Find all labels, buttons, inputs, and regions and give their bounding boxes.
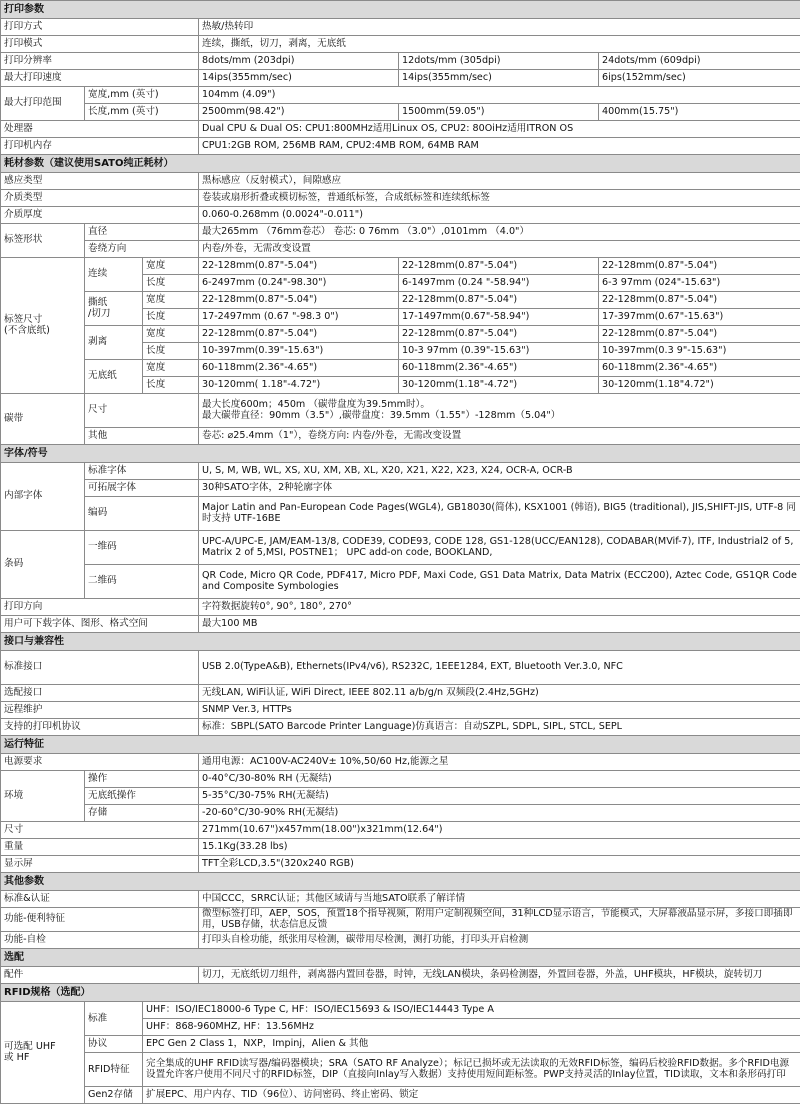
table-cell: 打印机内存 <box>1 138 199 155</box>
table-cell: 标准接口 <box>1 651 199 685</box>
table-cell: 字符数据旋转0°, 90°, 180°, 270° <box>199 599 800 616</box>
table-cell: 2500mm(98.42") <box>199 104 399 121</box>
table-cell: 用户可下载字体、图形、格式空间 <box>1 616 199 633</box>
table-row <box>1 497 800 531</box>
table-cell: 104mm (4.09") <box>199 87 800 104</box>
table-row <box>1 1087 800 1104</box>
table-cell: 切刀，无底纸切刀组件，剥离器内置回卷器，时钟，无线LAN模块，条码检测器，外置回卷器，外盖，UHF模块，HF模块，旋转切刀 <box>199 967 800 984</box>
table-row <box>1 754 800 771</box>
table-cell: 编码 <box>85 497 199 531</box>
table-cell: 重量 <box>1 839 199 856</box>
table-cell: QR Code, Micro QR Code, PDF417, Micro PDF, Maxi Code, GS1 Data Matrix, Data Matrix (ECC200), Aztec Code, GS1QR Code and Composite Symbologies <box>199 565 800 599</box>
table-cell: 显示屏 <box>1 856 199 873</box>
table-cell: 尺寸 <box>85 394 199 428</box>
table-cell: 10-3 97mm (0.39"-15.63") <box>399 343 599 360</box>
table-cell: 12dots/mm (305dpi) <box>399 53 599 70</box>
table-cell: 打印方式 <box>1 19 199 36</box>
table-cell: 22-128mm(0.87"-5.04") <box>599 292 800 309</box>
table-cell: CPU1:2GB ROM, 256MB RAM, CPU2:4MB ROM, 64MB RAM <box>199 138 800 155</box>
table-cell: 60-118mm(2.36"-4.65") <box>599 360 800 377</box>
table-cell: 环境 <box>1 771 85 822</box>
table-cell: 打印头自检功能，纸张用尽检测，碳带用尽检测，测打功能，打印头开启检测 <box>199 932 800 949</box>
table-cell: 宽度 <box>143 258 199 275</box>
table-cell: 标签尺寸 (不含底纸) <box>1 258 85 394</box>
table-row <box>1 104 800 121</box>
table-row <box>1 241 800 258</box>
table-row <box>1 121 800 138</box>
table-cell: UHF：ISO/IEC18000-6 Type C, HF：ISO/IEC15693 & ISO/IEC14443 Type A <box>143 1002 800 1019</box>
table-cell: 60-118mm(2.36"-4.65") <box>199 360 399 377</box>
table-cell: Gen2存储 <box>85 1087 143 1104</box>
table-cell: 15.1Kg(33.28 lbs) <box>199 839 800 856</box>
table-cell: 协议 <box>85 1036 143 1053</box>
table-row <box>1 394 800 428</box>
table-cell: Major Latin and Pan-European Code Pages(WGL4), GB18030(简体), KSX1001 (韩语), BIG5 (traditional), JIS,SHIFT-JIS, UTF-8 同时支持 UTF-16BE <box>199 497 800 531</box>
table-cell: 选配接口 <box>1 685 199 702</box>
table-cell: 最大长度600m；450m （碳带盘度为39.5mm时）。 最大碳带直径：90mm（3.5"）,碳带盘度：39.5mm（1.55"）-128mm（5.04"） <box>199 394 800 428</box>
table-cell: 30-120mm(1.18"4.72") <box>599 377 800 394</box>
table-cell: 无线LAN, WiFi认证, WiFi Direct, IEEE 802.11 a/b/g/n 双频段(2.4Hz,5GHz) <box>199 685 800 702</box>
table-cell: 完全集成的UHF RFID读写器/编码器模块；SRA（SATO RF Analyze）；标记已损坏或无法读取的无效RFID标签，编码后校验RFID数据。多个RFID电源设置允许客户使用不同尺寸的RFID标签，DIP（直接向Inlay写入数据）支持使用短间距标签。PWP支持灵活的Inlay位置，TID读取，文本和条形码打印 <box>143 1053 800 1087</box>
table-cell: 30种SATO字体，2种轮廓字体 <box>199 480 800 497</box>
table-cell: 可选配 UHF 或 HF <box>1 1002 85 1104</box>
table-cell: UPC-A/UPC-E, JAM/EAM-13/8, CODE39, CODE93, CODE 128, GS1-128(UCC/EAN128), CODABAR(MVif-7), ITF, Industrial2 of 5, Matrix 2 of 5,MSI, POSTNE1； UPC add-on code, BOOKLAND, <box>199 531 800 565</box>
table-row <box>1 19 800 36</box>
table-row <box>1 788 800 805</box>
table-cell: 22-128mm(0.87"-5.04") <box>399 326 599 343</box>
table-row <box>1 839 800 856</box>
table-cell: 24dots/mm (609dpi) <box>599 53 800 70</box>
table-cell: 内部字体 <box>1 463 85 531</box>
table-row <box>1 685 800 702</box>
section-header <box>1 736 800 754</box>
table-row <box>1 173 800 190</box>
table-row <box>1 87 800 104</box>
table-cell: 标准 <box>85 1002 143 1036</box>
table-cell: 最大打印范围 <box>1 87 85 121</box>
table-row <box>1 292 800 309</box>
table-cell: 17-1497mm(0.67"-58.94") <box>399 309 599 326</box>
table-cell: 存储 <box>85 805 199 822</box>
table-cell: 中国CCC，SRRC认证；其他区域请与当地SATO联系了解详情 <box>199 891 800 908</box>
table-cell: 22-128mm(0.87"-5.04") <box>599 258 800 275</box>
table-row <box>1 207 800 224</box>
section-title: 打印参数 <box>1 1 800 19</box>
table-cell: 可拓展字体 <box>85 480 199 497</box>
table-cell: 宽度 <box>143 292 199 309</box>
section-title: 耗材参数（建议使用SATO纯正耗材） <box>1 155 800 173</box>
table-row <box>1 53 800 70</box>
table-cell: 卷芯: ⌀25.4mm（1"），卷绕方向: 内卷/外卷，无需改变设置 <box>199 428 800 445</box>
section-header <box>1 155 800 173</box>
table-cell: 电源要求 <box>1 754 199 771</box>
table-row <box>1 138 800 155</box>
section-title: 字体/符号 <box>1 445 800 463</box>
table-row <box>1 651 800 685</box>
table-cell: 长度 <box>143 343 199 360</box>
table-cell: 最大100 MB <box>199 616 800 633</box>
table-row <box>1 531 800 565</box>
table-cell: 打印模式 <box>1 36 199 53</box>
table-row <box>1 258 800 275</box>
table-cell: 22-128mm(0.87"-5.04") <box>399 292 599 309</box>
table-cell: 功能-自检 <box>1 932 199 949</box>
table-cell: 感应类型 <box>1 173 199 190</box>
section-header <box>1 633 800 651</box>
table-cell: 通用电源：AC100V-AC240V± 10%,50/60 Hz,能源之星 <box>199 754 800 771</box>
table-cell: 扩展EPC、用户内存、TID（96位）、访问密码、终止密码、锁定 <box>143 1087 800 1104</box>
table-cell: 17-2497mm (0.67 "-98.3 0") <box>199 309 399 326</box>
table-row <box>1 565 800 599</box>
table-cell: 22-128mm(0.87"-5.04") <box>399 258 599 275</box>
spec-table-body <box>1 1 800 1104</box>
table-cell: 5-35°C/30-75% RH(无凝结) <box>199 788 800 805</box>
table-row <box>1 190 800 207</box>
table-cell: EPC Gen 2 Class 1，NXP，Impinj，Alien & 其他 <box>143 1036 800 1053</box>
table-row <box>1 360 800 377</box>
table-cell: 10-397mm(0.3 9"-15.63") <box>599 343 800 360</box>
table-cell: 连续 <box>85 258 143 292</box>
section-title: RFID规格（选配） <box>1 984 800 1002</box>
table-cell: 剥离 <box>85 326 143 360</box>
table-cell: SNMP Ver.3, HTTPs <box>199 702 800 719</box>
table-row <box>1 428 800 445</box>
table-cell: 处理器 <box>1 121 199 138</box>
section-header <box>1 445 800 463</box>
table-cell: 8dots/mm (203dpi) <box>199 53 399 70</box>
table-row <box>1 771 800 788</box>
table-cell: 400mm(15.75") <box>599 104 800 121</box>
table-cell: 条码 <box>1 531 85 599</box>
table-cell: 打印分辨率 <box>1 53 199 70</box>
table-cell: 17-397mm(0.67"-15.63") <box>599 309 800 326</box>
table-cell: 打印方向 <box>1 599 199 616</box>
table-cell: 长度 <box>143 275 199 292</box>
table-cell: 直径 <box>85 224 199 241</box>
table-cell: 热敏/热转印 <box>199 19 800 36</box>
table-row <box>1 224 800 241</box>
table-cell: 配件 <box>1 967 199 984</box>
table-cell: 标准字体 <box>85 463 199 480</box>
table-cell: 操作 <box>85 771 199 788</box>
table-cell: USB 2.0(TypeA&B), Ethernets(IPv4/v6), RS232C, 1EEE1284, EXT, Bluetooth Ver.3.0, NFC <box>199 651 800 685</box>
table-cell: 30-120mm( 1.18"-4.72") <box>199 377 399 394</box>
table-cell: 无底纸操作 <box>85 788 199 805</box>
table-cell: 功能-便利特征 <box>1 908 199 932</box>
table-cell: 宽度,mm (英寸) <box>85 87 199 104</box>
table-cell: 碳带 <box>1 394 85 445</box>
table-cell: 30-120mm(1.18"-4.72") <box>399 377 599 394</box>
table-cell: 60-118mm(2.36"-4.65") <box>399 360 599 377</box>
section-title: 其他参数 <box>1 873 800 891</box>
table-cell: 0-40°C/30-80% RH (无凝结) <box>199 771 800 788</box>
section-title: 选配 <box>1 949 800 967</box>
table-row <box>1 599 800 616</box>
table-cell: 6ips(152mm/sec) <box>599 70 800 87</box>
table-cell: 22-128mm(0.87"-5.04") <box>199 326 399 343</box>
table-cell: 其他 <box>85 428 199 445</box>
table-row <box>1 36 800 53</box>
table-cell: -20-60°C/30-90% RH(无凝结) <box>199 805 800 822</box>
table-row <box>1 463 800 480</box>
section-title: 运行特征 <box>1 736 800 754</box>
table-row <box>1 856 800 873</box>
table-cell: 黑标感应（反射模式），间隙感应 <box>199 173 800 190</box>
table-cell: 6-2497mm (0.24"-98.30") <box>199 275 399 292</box>
table-cell: 卷装或扇形折叠或模切标签，普通纸标签，合成纸标签和连续纸标签 <box>199 190 800 207</box>
section-header <box>1 1 800 19</box>
table-cell: 长度 <box>143 309 199 326</box>
table-cell: 14ips(355mm/sec) <box>199 70 399 87</box>
table-row <box>1 908 800 932</box>
table-cell: 22-128mm(0.87"-5.04") <box>599 326 800 343</box>
table-row <box>1 1002 800 1019</box>
table-cell: UHF：868-960MHZ, HF：13.56MHz <box>143 1019 800 1036</box>
table-row <box>1 1036 800 1053</box>
table-row <box>1 70 800 87</box>
table-cell: 支持的打印机协议 <box>1 719 199 736</box>
table-cell: 0.060-0.268mm (0.0024"-0.011") <box>199 207 800 224</box>
table-cell: 271mm(10.67")x457mm(18.00")x321mm(12.64") <box>199 822 800 839</box>
table-cell: 宽度 <box>143 360 199 377</box>
table-cell: 6-3 97mm (024"-15.63") <box>599 275 800 292</box>
table-cell: 1500mm(59.05") <box>399 104 599 121</box>
table-cell: 无底纸 <box>85 360 143 394</box>
table-cell: 介质厚度 <box>1 207 199 224</box>
section-header <box>1 984 800 1002</box>
table-row <box>1 891 800 908</box>
table-row <box>1 719 800 736</box>
table-cell: 标准&认证 <box>1 891 199 908</box>
table-cell: 长度 <box>143 377 199 394</box>
table-cell: RFID特征 <box>85 1053 143 1087</box>
table-cell: 标签形状 <box>1 224 85 258</box>
table-row <box>1 805 800 822</box>
table-cell: 尺寸 <box>1 822 199 839</box>
table-cell: 一维码 <box>85 531 199 565</box>
table-cell: 内卷/外卷，无需改变设置 <box>199 241 800 258</box>
table-row <box>1 932 800 949</box>
table-cell: 宽度 <box>143 326 199 343</box>
table-row <box>1 702 800 719</box>
section-title: 接口与兼容性 <box>1 633 800 651</box>
table-cell: 连续，撕纸，切刀，剥离，无底纸 <box>199 36 800 53</box>
table-row <box>1 616 800 633</box>
table-cell: Dual CPU & Dual OS: CPU1:800MHz适用Linux OS, CPU2: 80OiHz适用ITRON OS <box>199 121 800 138</box>
table-cell: 10-397mm(0.39"-15.63") <box>199 343 399 360</box>
table-cell: 标准：SBPL(SATO Barcode Printer Language)仿真语言：自动SZPL, SDPL, SIPL, STCL, SEPL <box>199 719 800 736</box>
table-cell: 远程维护 <box>1 702 199 719</box>
table-cell: TFT全彩LCD,3.5"(320x240 RGB) <box>199 856 800 873</box>
table-cell: U, S, M, WB, WL, XS, XU, XM, XB, XL, X20, X21, X22, X23, X24, OCR-A, OCR-B <box>199 463 800 480</box>
table-cell: 22-128mm(0.87"-5.04") <box>199 258 399 275</box>
table-cell: 22-128mm(0.87"-5.04") <box>199 292 399 309</box>
section-header <box>1 949 800 967</box>
table-row <box>1 326 800 343</box>
section-header <box>1 873 800 891</box>
table-cell: 卷绕方向 <box>85 241 199 258</box>
table-row <box>1 480 800 497</box>
table-cell: 最大打印速度 <box>1 70 199 87</box>
table-cell: 长度,mm (英寸) <box>85 104 199 121</box>
table-cell: 14ips(355mm/sec) <box>399 70 599 87</box>
table-cell: 最大265mm （76mm卷芯） 卷芯: 0 76mm （3.0"）,0101mm （4.0"） <box>199 224 800 241</box>
table-cell: 介质类型 <box>1 190 199 207</box>
table-row <box>1 967 800 984</box>
table-cell: 微型标签打印，AEP，SOS，预置18个指导视频，附用户定制视频空间，31种LCD显示语言，节能模式，大屏幕液晶显示屏，多接口即插即用，USB存储，状态信息反馈 <box>199 908 800 932</box>
table-row <box>1 1053 800 1087</box>
table-row <box>1 822 800 839</box>
table-cell: 二维码 <box>85 565 199 599</box>
table-cell: 撕纸 /切刀 <box>85 292 143 326</box>
table-cell: 6-1497mm (0.24 "-58.94") <box>399 275 599 292</box>
